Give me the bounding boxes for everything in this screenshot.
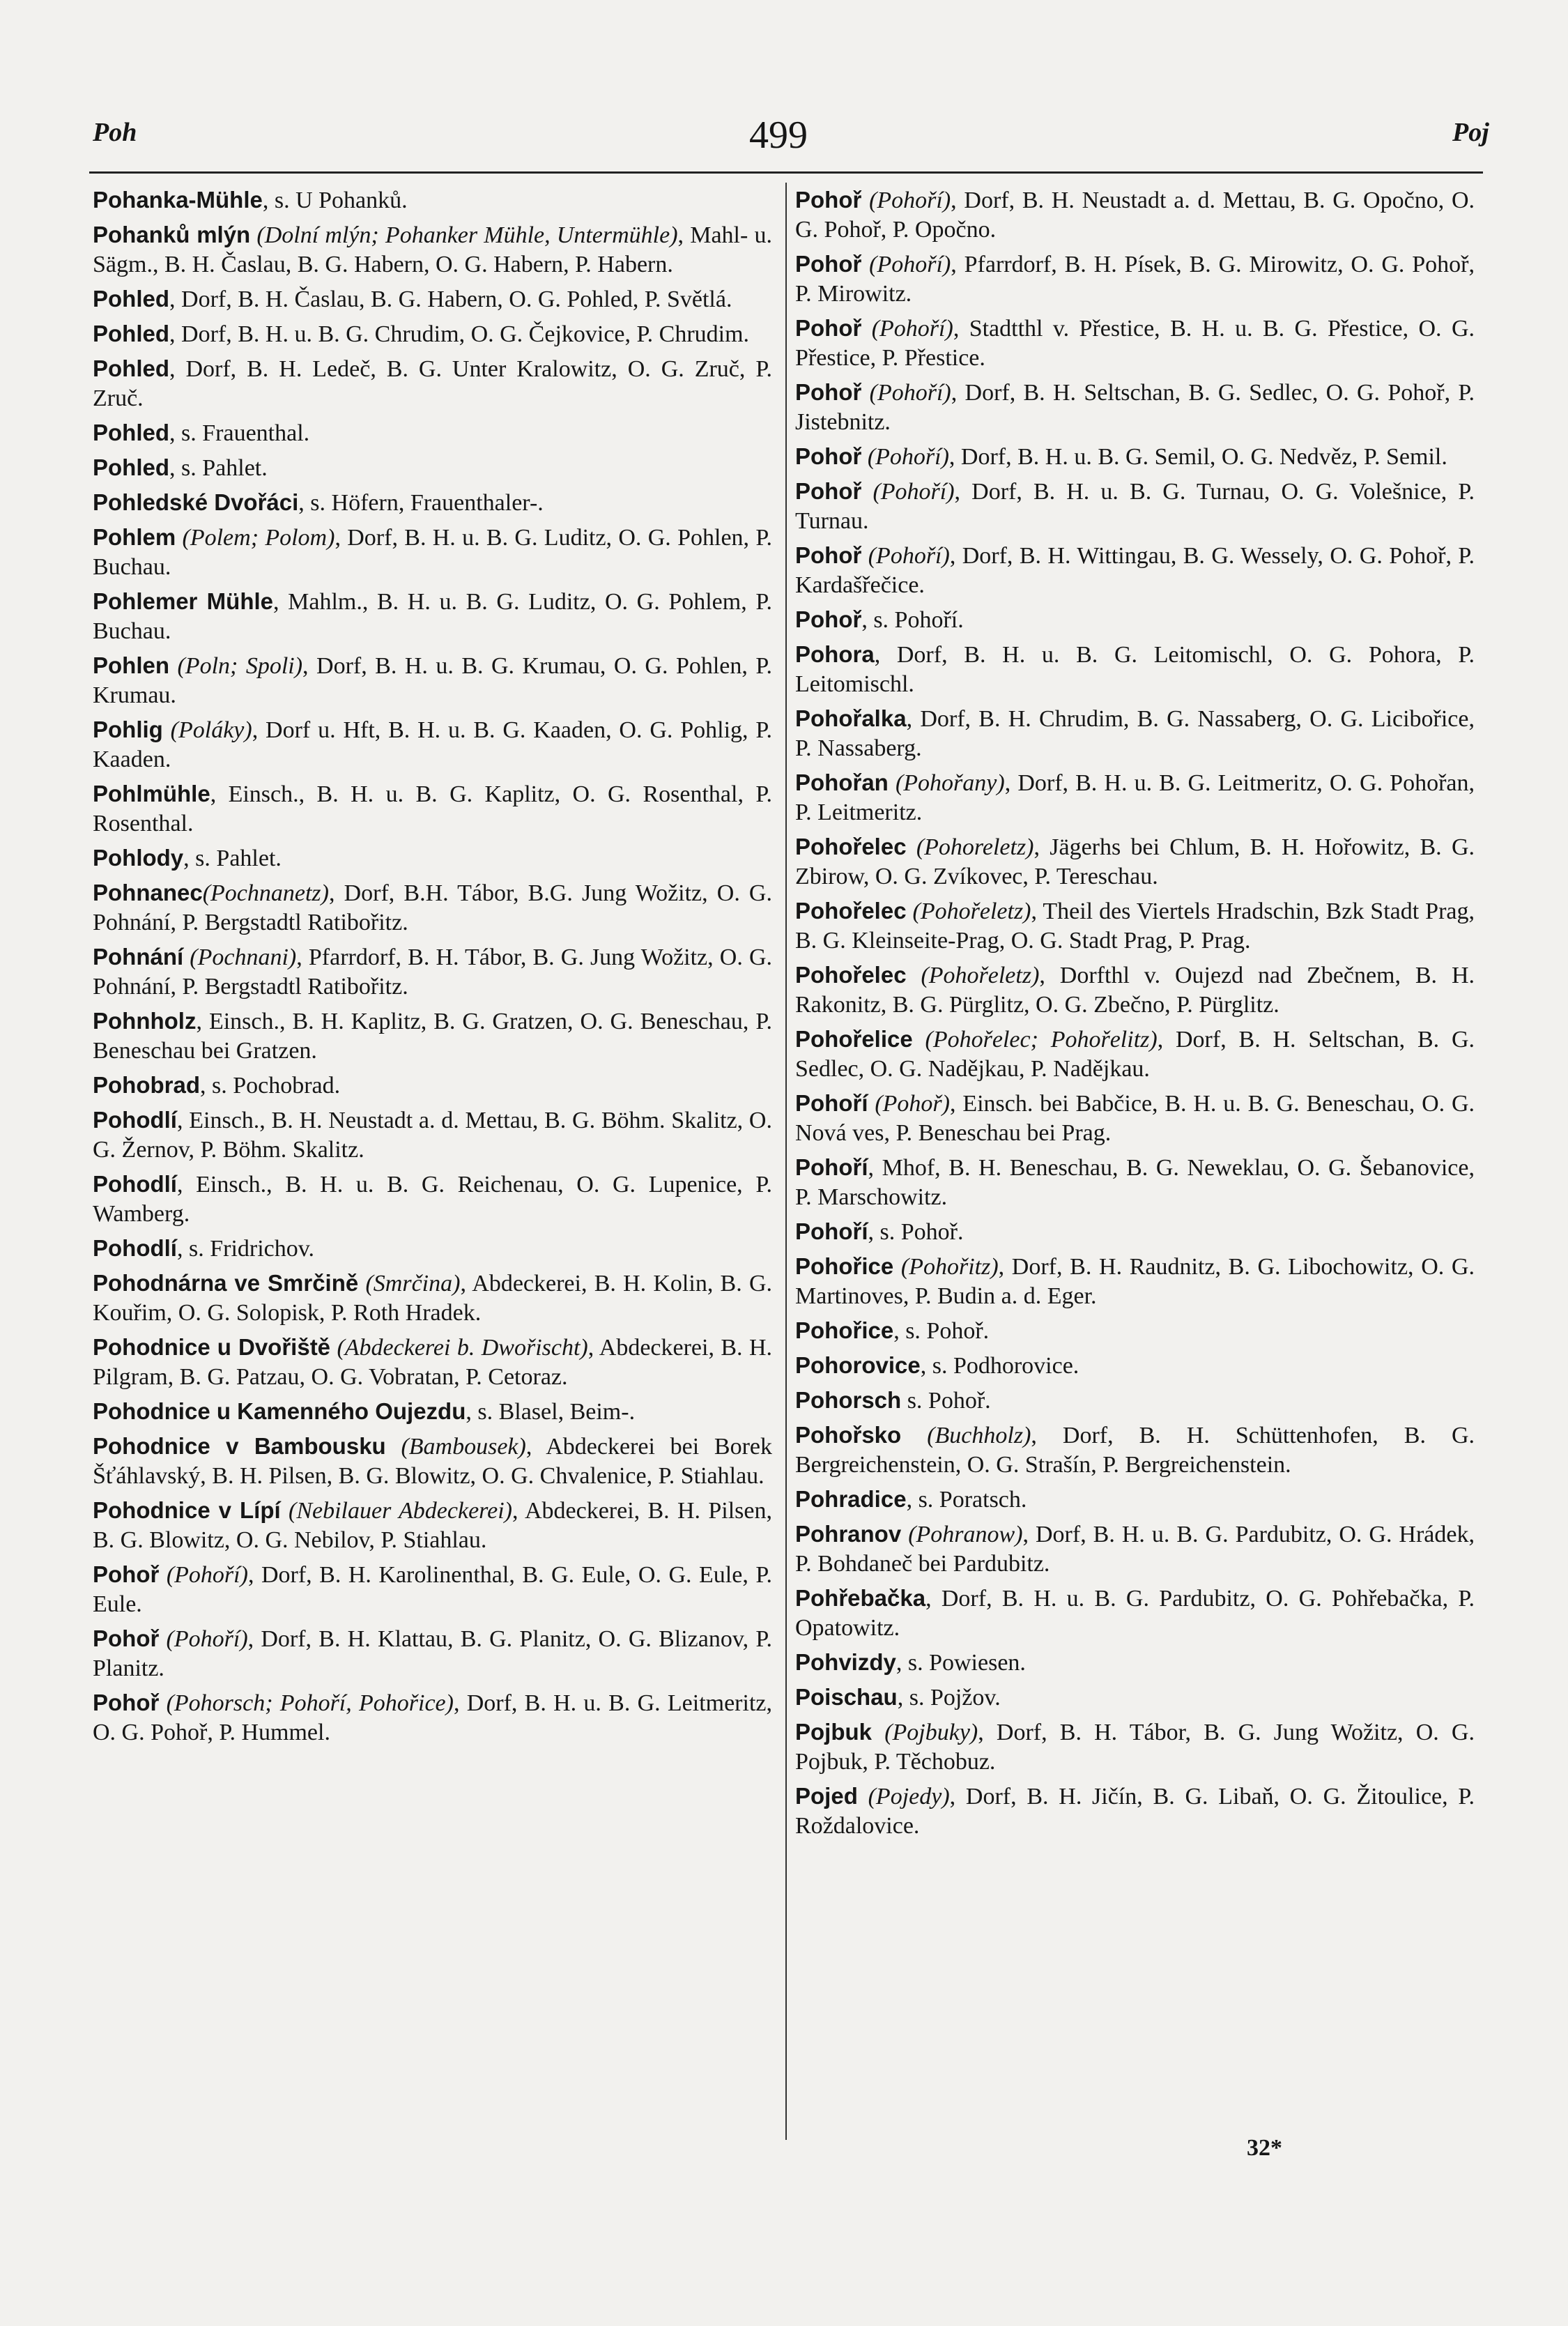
gazetteer-entry	[795, 1782, 1475, 1841]
entry-description: , Dorf, B. H. Schüttenhofen, B. G. Bergreichenstein, O. G. Strašín, P. Bergreichenstein.	[795, 1423, 1475, 1478]
entry-description: s. Pohoř.	[901, 1388, 991, 1414]
entry-description: , Dorf, B. H. Wittingau, B. G. Wessely, O. G. Pohoř, P. Kardašřečice.	[795, 543, 1475, 598]
entry-headword: Pohoř	[795, 187, 862, 213]
entry-description: , Dorf, B. H. u. B. G. Chrudim, O. G. Čejkovice, P. Chrudim.	[169, 321, 750, 347]
entry-variant-names: (Pochnanetz)	[202, 880, 329, 906]
entry-headword: Pohradice	[795, 1486, 907, 1512]
entry-description: , Dorf, B. H. u. B. G. Turnau, O. G. Volešnice, P. Turnau.	[795, 479, 1475, 534]
entry-headword: Pohledské Dvořáci	[93, 489, 299, 515]
entry-headword: Pohanka-Mühle	[93, 187, 263, 213]
entry-description: , Dorf u. Hft, B. H. u. B. G. Kaaden, O. G. Pohlig, P. Kaaden.	[93, 717, 773, 772]
gazetteer-entry	[795, 1351, 1475, 1381]
entry-headword: Pohořelice	[795, 1026, 913, 1052]
entry-variant-names: (Pohoří)	[159, 1626, 248, 1652]
entry-headword: Pohořice	[795, 1253, 894, 1279]
entry-headword: Pohoř	[93, 1690, 160, 1715]
entry-headword: Pohobrad	[93, 1072, 200, 1098]
entry-description: , Pfarrdorf, B. H. Tábor, B. G. Jung Wožitz, O. G. Pohnání, P. Bergstadtl Ratibořitz.	[93, 944, 773, 1000]
gazetteer-entry	[795, 314, 1475, 373]
gazetteer-entry	[795, 961, 1475, 1020]
entry-variant-names: (Pojedy)	[857, 1784, 950, 1809]
gazetteer-entry	[93, 1071, 772, 1101]
entry-description: , Dorf, B. H. Klattau, B. G. Planitz, O. G. Blizanov, P. Planitz.	[93, 1626, 772, 1681]
entry-headword: Pohlen	[93, 652, 170, 678]
entry-variant-names: (Smrčina)	[358, 1271, 461, 1296]
entry-headword: Pohodnice v Bambousku	[93, 1433, 386, 1459]
gazetteer-entry	[93, 1170, 772, 1229]
entry-description: , Theil des Viertels Hradschin, Bzk Stadt Prag, B. G. Kleinseite-Prag, O. G. Stadt Prag, P. Prag.	[795, 898, 1475, 954]
entry-description: , Dorf, B. H. Karolinenthal, B. G. Eule, O. G. Eule, P. Eule.	[93, 1562, 772, 1617]
gazetteer-entry	[93, 523, 772, 582]
entry-description: , Dorf, B. H. u. B. G. Leitmeritz, O. G. Pohoř, P. Hummel.	[93, 1690, 772, 1745]
entry-headword: Pohnholz	[93, 1008, 197, 1034]
entry-headword: Pohoř	[93, 1625, 160, 1651]
entry-variant-names: (Polem; Polom)	[176, 525, 335, 551]
entry-description: , s. Pojžov.	[897, 1685, 1001, 1711]
entry-headword: Pohořelec	[795, 962, 907, 988]
entry-headword: Pohodnice v Lípí	[93, 1497, 281, 1523]
entry-variant-names: (Buchholz)	[901, 1423, 1031, 1448]
gazetteer-entry	[93, 779, 772, 839]
entry-variant-names: (Pohoreletz)	[906, 834, 1034, 860]
entry-description: , Einsch. bei Babčice, B. H. u. B. G. Beneschau, O. G. Nová ves, P. Beneschau bei Prag.	[795, 1091, 1475, 1146]
entry-description: , s. Pahlet.	[169, 455, 268, 481]
gazetteer-entry	[795, 477, 1475, 536]
entry-description: , Dorf, B. H. Ledeč, B. G. Unter Kralowitz, O. G. Zruč, P. Zruč.	[93, 356, 772, 411]
entry-headword: Pohoř	[795, 443, 862, 469]
entry-headword: Pohranov	[795, 1521, 902, 1547]
entry-description: , Abdeckerei, B. H. Kolin, B. G. Kouřim, O. G. Solopisk, P. Roth Hradek.	[93, 1271, 773, 1326]
gazetteer-entry	[795, 1683, 1475, 1713]
entry-description: , s. Fridrichov.	[176, 1236, 315, 1262]
gazetteer-entry	[795, 185, 1475, 245]
gazetteer-entry	[93, 651, 772, 710]
gazetteer-entry	[93, 1007, 772, 1066]
entry-headword: Pohlmühle	[93, 781, 210, 806]
entry-description: , Dorf, B.H. Tábor, B.G. Jung Wožitz, O. G. Pohnání, P. Bergstadtl Ratibořitz.	[93, 880, 772, 935]
entry-headword: Pohoří	[795, 1154, 868, 1180]
entry-variant-names: (Pojbuky)	[872, 1720, 978, 1745]
gazetteer-entry	[795, 1584, 1475, 1643]
entry-description: , s. Pochobrad.	[200, 1073, 341, 1099]
entry-variant-names: (Pohořelec; Pohořelitz)	[912, 1027, 1158, 1053]
entry-headword: Pohořelec	[795, 834, 907, 859]
entry-headword: Pohodlí	[93, 1235, 177, 1261]
gazetteer-entry	[93, 1234, 772, 1264]
gazetteer-entry	[795, 1252, 1475, 1311]
entry-headword: Pohodnice u Kamenného Oujezdu	[93, 1398, 466, 1424]
entry-headword: Pojed	[795, 1783, 858, 1809]
entry-variant-names: (Bambousek)	[385, 1434, 526, 1460]
entry-description: , Dorf, B. H. u. B. G. Semil, O. G. Nedvěz, P. Semil.	[948, 444, 1447, 470]
entry-description: , Mahl- u. Sägm., B. H. Časlau, B. G. Habern, O. G. Habern, P. Habern.	[93, 222, 772, 277]
entry-description: , Pfarrdorf, B. H. Písek, B. G. Mirowitz, O. G. Pohoř, P. Mirowitz.	[795, 252, 1475, 307]
entry-description: , Dorf, B. H. u. B. G. Pardubitz, O. G. Pohřebačka, P. Opatowitz.	[795, 1586, 1475, 1641]
entry-headword: Pohodlí	[93, 1107, 177, 1133]
entry-variant-names: (Pohořany)	[888, 770, 1005, 796]
gazetteer-entry	[93, 185, 772, 215]
gazetteer-entry	[795, 1421, 1475, 1480]
entry-description: , Dorf, B. H. u. B. G. Leitmeritz, O. G. Pohořan, P. Leitmeritz.	[795, 770, 1475, 825]
entry-variant-names: (Pohranow)	[901, 1522, 1023, 1547]
gazetteer-entry	[93, 284, 772, 314]
entry-headword: Pohnanec	[93, 880, 203, 905]
gazetteer-entry	[795, 1520, 1475, 1579]
gazetteer-entry	[93, 1432, 772, 1491]
entry-variant-names: (Pohořeletz)	[906, 963, 1040, 988]
gazetteer-entry	[93, 1560, 772, 1619]
entry-description: , Dorf, B. H. Časlau, B. G. Habern, O. G. Pohled, P. Světlá.	[169, 286, 732, 312]
entry-headword: Pohora	[795, 641, 875, 667]
entry-headword: Pohlemer Mühle	[93, 588, 274, 614]
gazetteer-entry	[93, 843, 772, 873]
entry-headword: Pohoř	[795, 542, 862, 568]
entry-variant-names: (Pohoří)	[861, 543, 950, 569]
entry-description: , Dorf, B. H. u. B. G. Krumau, O. G. Pohlen, P. Krumau.	[93, 653, 772, 708]
entry-description: , Mahlm., B. H. u. B. G. Luditz, O. G. Pohlem, P. Buchau.	[93, 589, 772, 644]
gazetteer-entry	[795, 640, 1475, 699]
entry-headword: Pohled	[93, 454, 170, 480]
gazetteer-entry	[93, 715, 772, 774]
gazetteer-entry	[795, 378, 1475, 437]
entry-headword: Poischau	[795, 1684, 898, 1710]
entry-headword: Pojbuk	[795, 1719, 873, 1745]
entry-headword: Pohnání	[93, 944, 184, 970]
entry-headword: Pohoř	[795, 379, 862, 405]
left-column	[93, 185, 772, 1752]
entry-description: , Dorf, B. H. u. B. G. Leitomischl, O. G. Pohora, P. Leitomischl.	[795, 642, 1475, 697]
entry-headword: Pohořelec	[795, 898, 907, 924]
entry-headword: Pohodnice u Dvořiště	[93, 1334, 331, 1360]
gazetteer-entry	[93, 1105, 772, 1165]
entry-description: , Dorf, B. H. u. B. G. Luditz, O. G. Pohlen, P. Buchau.	[93, 525, 772, 580]
gazetteer-entry	[93, 942, 772, 1002]
entry-description: , s. U Pohanků.	[262, 188, 408, 213]
gazetteer-entry	[795, 1316, 1475, 1346]
entry-headword: Pohřebačka	[795, 1585, 926, 1611]
entry-description: , Dorf, B. H. Raudnitz, B. G. Libochowitz, O. G. Martinoves, P. Budin a. d. Eger.	[795, 1254, 1475, 1309]
gazetteer-entry	[795, 250, 1475, 309]
entry-description: , Dorf, B. H. Neustadt a. d. Mettau, B. G. Opočno, O. G. Pohoř, P. Opočno.	[795, 188, 1475, 243]
entry-description: , Einsch., B. H. u. B. G. Reichenau, O. G. Lupenice, P. Wamberg.	[93, 1172, 772, 1227]
gazetteer-entry	[795, 605, 1475, 635]
entry-description: , Abdeckerei, B. H. Pilgram, B. G. Patzau, O. G. Vobratan, P. Cetoraz.	[93, 1335, 772, 1390]
entry-variant-names: (Poláky)	[162, 717, 252, 743]
entry-description: , Einsch., B. H. u. B. G. Kaplitz, O. G. Rosenthal, P. Rosenthal.	[93, 781, 772, 836]
gazetteer-entry	[795, 541, 1475, 600]
gazetteer-entry	[93, 1269, 772, 1328]
entry-headword: Pohořalka	[795, 705, 907, 731]
gazetteer-entry	[795, 1217, 1475, 1247]
entry-description: , Dorf, B. H. Seltschan, B. G. Sedlec, O. G. Pohoř, P. Jistebnitz.	[795, 380, 1475, 435]
entry-description: , Stadtthl v. Přestice, B. H. u. B. G. Přestice, O. G. Přestice, P. Přestice.	[795, 316, 1475, 371]
entry-description: , s. Podhorovice.	[920, 1353, 1079, 1379]
gazetteer-entry	[93, 1496, 772, 1555]
entry-headword: Pohlig	[93, 717, 163, 742]
entry-headword: Pohoří	[795, 1218, 868, 1244]
page-number: 499	[749, 114, 808, 157]
entry-headword: Pohodlí	[93, 1171, 177, 1197]
entry-headword: Pohoř	[795, 251, 862, 277]
gazetteer-entry	[93, 453, 772, 483]
entry-description: , Einsch., B. H. Neustadt a. d. Mettau, B. G. Böhm. Skalitz, O. G. Žernov, P. Böhm. Skalitz.	[93, 1108, 772, 1163]
entry-headword: Pohoř	[795, 606, 862, 632]
entry-description: , Dorf, B. H. Tábor, B. G. Jung Wožitz, O. G. Pojbuk, P. Těchobuz.	[795, 1720, 1475, 1775]
gazetteer-entry	[93, 354, 772, 413]
entry-variant-names: (Pohoří)	[861, 444, 949, 470]
header-rule	[89, 171, 1483, 174]
entry-headword: Pohled	[93, 321, 170, 346]
gazetteer-entry	[795, 1648, 1475, 1678]
column-divider	[785, 183, 787, 2140]
entry-description: , Abdeckerei bei Borek Šťáhlavský, B. H. Pilsen, B. G. Blowitz, O. G. Chvalenice, P. Stiahlau.	[93, 1434, 772, 1489]
entry-headword: Pohled	[93, 420, 170, 445]
entry-headword: Pohled	[93, 286, 170, 312]
entry-variant-names: (Poln; Spoli)	[169, 653, 303, 679]
entry-description: , Dorf, B. H. Seltschan, B. G. Sedlec, O. G. Nadějkau, P. Nadějkau.	[795, 1027, 1475, 1082]
entry-headword: Pohlem	[93, 524, 176, 550]
entry-description: , Einsch., B. H. Kaplitz, B. G. Gratzen, O. G. Beneschau, P. Beneschau bei Gratzen.	[93, 1009, 772, 1064]
entry-headword: Pohorovice	[795, 1352, 921, 1378]
entry-variant-names: (Pohořitz)	[893, 1254, 999, 1280]
gazetteer-entry	[795, 832, 1475, 892]
entry-headword: Pohořice	[795, 1317, 894, 1343]
entry-variant-names: (Nebilauer Abdeckerei)	[280, 1498, 512, 1524]
entry-variant-names: (Pohoří)	[861, 188, 951, 213]
header-left-guide-word: Poh	[93, 118, 137, 147]
entry-description: , s. Pohoř.	[893, 1318, 990, 1344]
gazetteer-entry	[93, 1333, 772, 1392]
signature-mark: 32*	[1247, 2135, 1282, 2161]
gazetteer-entry	[795, 1717, 1475, 1777]
gazetteer-entry	[93, 878, 772, 938]
entry-headword: Pohled	[93, 355, 170, 381]
gazetteer-entry	[93, 488, 772, 518]
entry-description: , s. Pohoř.	[868, 1219, 964, 1245]
entry-description: , s. Höfern, Frauenthaler-.	[298, 490, 544, 516]
entry-description: , s. Pahlet.	[183, 846, 282, 871]
entry-description: , Jägerhs bei Chlum, B. H. Hořowitz, B. G. Zbirow, O. G. Zvíkovec, P. Tereschau.	[795, 834, 1475, 889]
entry-description: , Dorfthl v. Oujezd nad Zbečnem, B. H. Rakonitz, B. G. Pürglitz, O. G. Zbečno, P. Pürglitz.	[795, 963, 1475, 1018]
entry-variant-names: (Pohořeletz)	[906, 898, 1031, 924]
gazetteer-entry	[795, 1485, 1475, 1515]
gazetteer-entry	[93, 220, 772, 280]
gazetteer-entry	[93, 587, 772, 646]
gazetteer-entry	[795, 704, 1475, 763]
entry-description: , Mhof, B. H. Beneschau, B. G. Neweklau, O. G. Šebanovice, P. Marschowitz.	[795, 1155, 1475, 1210]
entry-headword: Pohodnárna ve Smrčině	[93, 1270, 359, 1296]
entry-variant-names: (Pohoří)	[861, 252, 951, 277]
entry-description: , Dorf, B. H. Jičín, B. G. Libaň, O. G. Žitoulice, P. Roždalovice.	[795, 1784, 1475, 1839]
entry-headword: Pohořan	[795, 770, 889, 795]
entry-description: , s. Frauenthal.	[169, 420, 310, 446]
gazetteer-entry	[795, 896, 1475, 956]
entry-variant-names: (Pohoří)	[861, 479, 955, 505]
entry-variant-names: (Pohorsch; Pohoří, Pohořice)	[159, 1690, 454, 1716]
entry-description: , Abdeckerei, B. H. Pilsen, B. G. Blowitz, O. G. Nebilov, P. Stiahlau.	[93, 1498, 772, 1553]
gazetteer-entry	[795, 1153, 1475, 1212]
entry-description: , s. Pohoří.	[861, 607, 964, 633]
entry-description: , s. Blasel, Beim-.	[466, 1399, 636, 1425]
entry-variant-names: (Abdeckerei b. Dwořischt)	[330, 1335, 588, 1361]
gazetteer-entry	[795, 1386, 1475, 1416]
entry-variant-names: (Pochnani)	[183, 944, 297, 970]
entry-headword: Pohoř	[795, 478, 862, 504]
entry-description: , s. Powiesen.	[896, 1650, 1026, 1676]
entry-variant-names: (Pohoří)	[159, 1562, 248, 1588]
entry-headword: Pohoř	[93, 1561, 160, 1587]
entry-variant-names: (Dolní mlýn; Pohanker Mühle, Untermühle)	[250, 222, 678, 248]
entry-variant-names: (Pohoří)	[861, 316, 953, 342]
gazetteer-entry	[93, 1624, 772, 1683]
entry-headword: Pohanků mlýn	[93, 222, 251, 247]
entry-headword: Pohvizdy	[795, 1649, 896, 1675]
gazetteer-entry	[795, 442, 1475, 472]
entry-variant-names: (Pohoří)	[861, 380, 951, 406]
gazetteer-entry	[93, 1688, 772, 1747]
gazetteer-entry	[795, 1089, 1475, 1148]
entry-description: , Dorf, B. H. Chrudim, B. G. Nassaberg, O. G. Licibořice, P. Nassaberg.	[795, 706, 1475, 761]
entry-headword: Pohoří	[795, 1090, 868, 1116]
entry-headword: Pohlody	[93, 845, 184, 871]
gazetteer-entry	[93, 418, 772, 448]
gazetteer-entry	[93, 1397, 772, 1427]
gazetteer-entry	[795, 1025, 1475, 1084]
header-right-guide-word: Poj	[1452, 118, 1489, 147]
entry-headword: Pohoř	[795, 315, 862, 341]
entry-headword: Pohořsko	[795, 1422, 902, 1448]
entry-headword: Pohorsch	[795, 1387, 902, 1413]
entry-variant-names: (Pohoř)	[868, 1091, 950, 1117]
entry-description: , s. Poratsch.	[906, 1487, 1027, 1513]
gazetteer-entry	[795, 768, 1475, 827]
entry-description: , Dorf, B. H. u. B. G. Pardubitz, O. G. Hrádek, P. Bohdaneč bei Pardubitz.	[795, 1522, 1475, 1577]
right-column	[795, 185, 1475, 1846]
gazetteer-entry	[93, 319, 772, 349]
